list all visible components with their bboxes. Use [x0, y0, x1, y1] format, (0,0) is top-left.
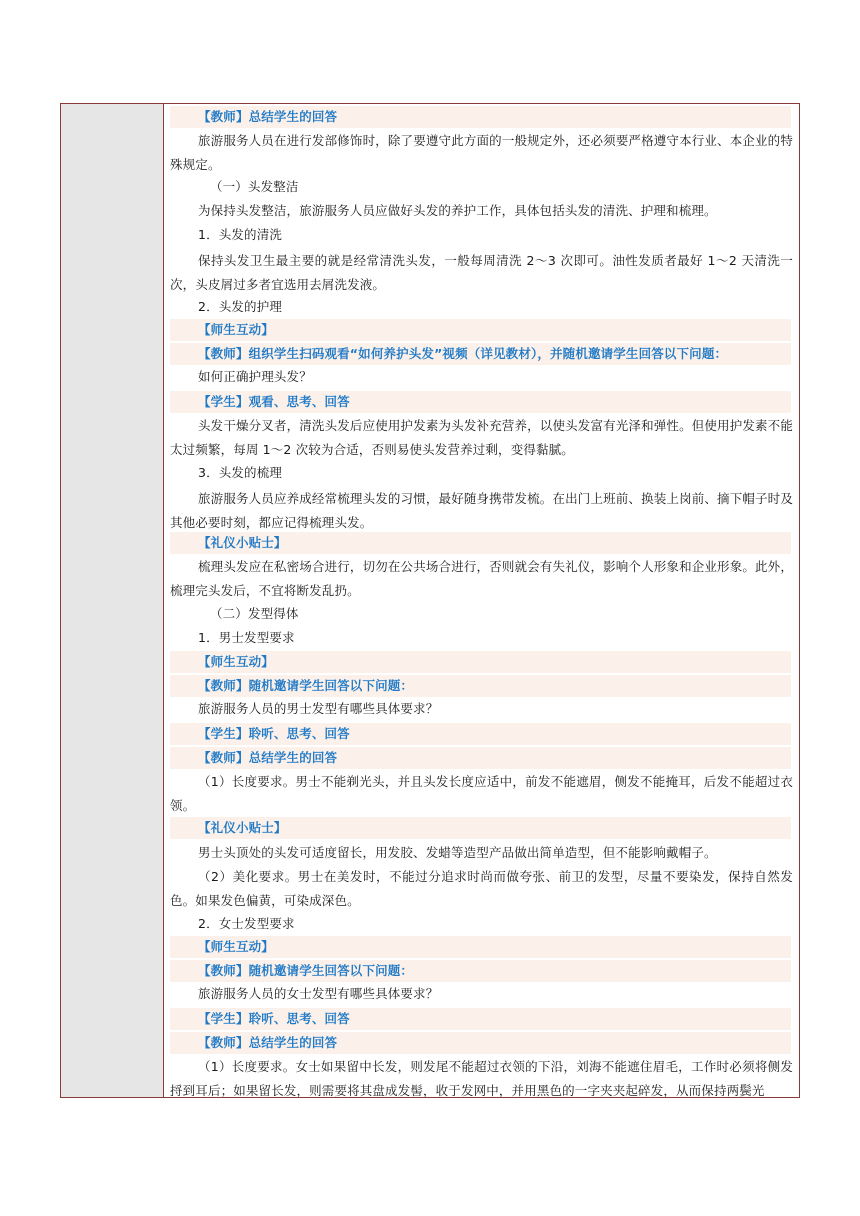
question: 如何正确护理头发？ — [198, 369, 312, 384]
section-heading-1: （一）头发整洁 — [210, 179, 299, 194]
paragraph: 旅游服务人员应养成经常梳理头发的习惯，最好随身携带发梳。在出门上班前、换装上岗前、摘下帽子时及其他必要时刻，都应记得梳理头发。 — [170, 491, 793, 530]
intro-paragraph: 旅游服务人员在进行发部修饰时，除了要遵守此方面的一般规定外，还必须要严格遵守本行业、本企业的特殊规定。 — [170, 133, 793, 172]
paragraph: （2）美化要求。男士在美发时，不能过分追求时尚而做夸张、前卫的发型，尽量不要染发，保持自然发色。如果发色偏黄，可染成深色。 — [170, 869, 793, 908]
table-content-column — [164, 104, 799, 1097]
teacher-summary-label: 【教师】总结学生的回答 — [170, 747, 791, 769]
table-left-column — [61, 104, 164, 1097]
etiquette-tip-label: 【礼仪小贴士】 — [170, 532, 791, 554]
teacher-instruction: 【教师】随机邀请学生回答以下问题： — [170, 960, 791, 982]
teacher-instruction: 【教师】随机邀请学生回答以下问题： — [170, 675, 791, 697]
student-label: 【学生】观看、思考、回答 — [170, 391, 791, 413]
interaction-label: 【师生互动】 — [170, 319, 791, 341]
etiquette-tip-label: 【礼仪小贴士】 — [170, 817, 791, 839]
teacher-summary-label: 【教师】总结学生的回答 — [170, 1032, 791, 1054]
student-label: 【学生】聆听、思考、回答 — [170, 1008, 791, 1030]
paragraph: 梳理头发应在私密场合进行，切勿在公共场合进行，否则就会有失礼仪，影响个人形象和企业形象。此外，梳理完头发后，不宜将断发乱扔。 — [170, 559, 793, 598]
interaction-label: 【师生互动】 — [170, 936, 791, 958]
section-heading-2: （二）发型得体 — [210, 606, 299, 621]
student-label: 【学生】聆听、思考、回答 — [170, 723, 791, 745]
subheading: 2．头发的护理 — [198, 299, 283, 314]
lesson-table — [60, 103, 800, 1098]
subheading: 3．头发的梳理 — [198, 465, 283, 480]
subheading: 1．头发的清洗 — [198, 227, 283, 242]
subheading: 2．女士发型要求 — [198, 916, 295, 931]
teacher-instruction: 【教师】组织学生扫码观看“如何养护头发”视频（详见教材），并随机邀请学生回答以下问题： — [170, 343, 791, 365]
interaction-label: 【师生互动】 — [170, 651, 791, 673]
paragraph: 为保持头发整洁，旅游服务人员应做好头发的养护工作，具体包括头发的清洗、护理和梳理。 — [198, 203, 717, 218]
question: 旅游服务人员的女士发型有哪些具体要求？ — [198, 986, 439, 1001]
subheading: 1．男士发型要求 — [198, 630, 295, 645]
question: 旅游服务人员的男士发型有哪些具体要求？ — [198, 701, 439, 716]
teacher-summary-label: 【教师】总结学生的回答 — [170, 106, 791, 128]
paragraph: 头发干燥分叉者，清洗头发后应使用护发素为头发补充营养，以使头发富有光泽和弹性。但使用护发素不能太过频繁，每周 1～2 次较为合适，否则易使头发营养过剩，变得黏腻。 — [170, 418, 793, 457]
paragraph: 保持头发卫生最主要的就是经常清洗头发，一般每周清洗 2～3 次即可。油性发质者最好 1～2 天清洗一次，头皮屑过多者宜选用去屑洗发液。 — [170, 253, 793, 292]
paragraph: 男士头顶处的头发可适度留长，用发胶、发蜡等造型产品做出简单造型，但不能影响戴帽子。 — [198, 845, 717, 860]
paragraph: （1）长度要求。女士如果留中长发，则发尾不能超过衣领的下沿，刘海不能遮住眉毛，工作时必须将侧发捋到耳后；如果留长发，则需要将其盘成发髻，收于发网中，并用黑色的一字夹夹起碎发，从而保持两鬓光 — [170, 1059, 793, 1097]
paragraph: （1）长度要求。男士不能剃光头，并且头发长度应适中，前发不能遮眉，侧发不能掩耳，后发不能超过衣领。 — [170, 774, 793, 813]
